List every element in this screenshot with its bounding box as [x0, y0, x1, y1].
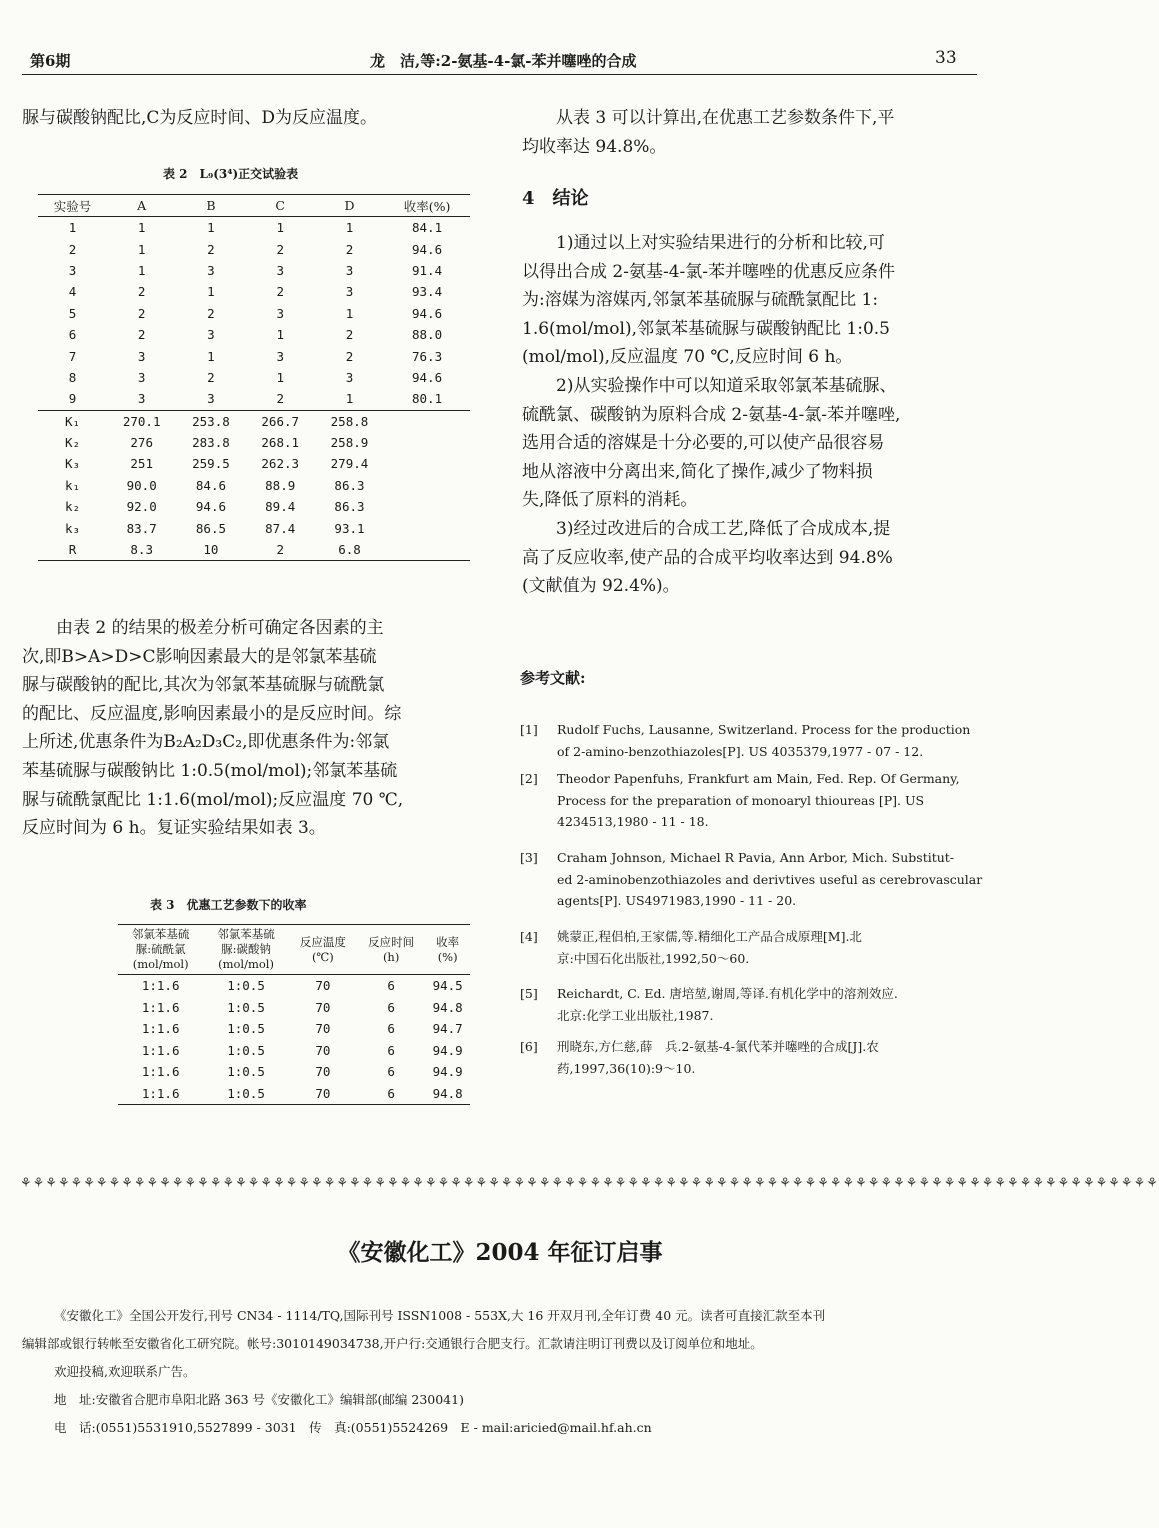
table2-cell: 87.4: [265, 520, 296, 536]
table3-cell: 70: [315, 999, 331, 1015]
table2-stat-row: [38, 517, 470, 538]
table2-cell: 6.8: [338, 542, 361, 558]
table2-stat-row: [38, 432, 470, 453]
table3-header-line: 收率: [436, 934, 460, 949]
notice-address: 地 址:安徽省合肥市阜阳北路 363 号《安徽化工》编辑部(邮编 230041): [54, 1392, 464, 1407]
table3-header-line: 邻氯苯基硫: [131, 927, 190, 941]
table3-header-cell: [118, 925, 203, 975]
table3-cell: 1:1.6: [141, 1021, 180, 1037]
notice-line3: 欢迎投稿,欢迎联系广告。: [54, 1364, 196, 1379]
table2-cell: 76.3: [412, 348, 443, 364]
table2-cell: 1: [137, 241, 146, 257]
table3-cell: 94.9: [432, 1064, 463, 1080]
conclusions: [522, 229, 900, 601]
table2-cell: 259.5: [192, 456, 230, 472]
table2-cell: 2: [207, 305, 215, 321]
table2-cell: 94.6: [412, 305, 443, 321]
table2-cell: [384, 453, 470, 474]
table2-cell: 3: [345, 262, 354, 278]
conclusion-line: 1.6(mol/mol),邻氯苯基硫脲与碳酸钠配比 1:0.5: [522, 318, 890, 339]
table2-cell: k₁: [64, 477, 81, 493]
table2-cell: 6: [68, 327, 77, 343]
left-top-line: 脲与碳酸钠配比,C为反应时间、D为反应温度。: [22, 108, 378, 128]
left-paragraph: [22, 614, 477, 843]
table3-cell: 6: [387, 1085, 395, 1101]
table3-header-line: 脲:硫酰氯: [135, 942, 186, 956]
reference-line: Theodor Papenfuhs, Frankfurt am Main, Fed. Rep. Of Germany,: [557, 771, 960, 786]
reference-number: [5]: [520, 986, 538, 1001]
table2-cell: K₃: [64, 456, 81, 472]
conclusion-line: 高了反应收率,使产品的合成平均收率达到 94.8%: [522, 547, 893, 568]
table3-header-line: 脲:碳酸钠: [221, 942, 271, 956]
table3-cell: 1:0.5: [227, 1064, 265, 1080]
reference-line: Process for the preparation of monoaryl thioureas [P]. US: [557, 792, 925, 808]
table2-cell: 88.0: [412, 327, 443, 343]
table2-cell: 268.1: [261, 435, 300, 451]
table2-cell: 84.6: [195, 477, 226, 493]
table3-cell: 1:1.6: [141, 1064, 180, 1080]
table2: [38, 194, 470, 561]
table2-cell: 1: [276, 220, 284, 236]
reference-number: [2]: [520, 771, 538, 786]
table2-cell: 2: [207, 369, 215, 385]
left-paragraph-line: 苯基硫脲与碳酸钠比 1:0.5(mol/mol);邻氯苯基硫: [22, 760, 398, 781]
notice-contact: 电 话:(0551)5531910,5527899 - 3031 传 真:(0551)5524269 E - mail:aricied@mail.hf.ah.cn: [54, 1420, 652, 1435]
notice-line1: 《安徽化工》全国公开发行,刊号 CN34 - 1114/TQ,国际刊号 ISSN1008 - 553X,大 16 开双月刊,全年订费 40 元。读者可直接汇款至本刊: [54, 1308, 826, 1323]
table2-cell: 86.5: [195, 520, 226, 536]
table3-cell: 1:0.5: [227, 1042, 265, 1058]
table2-cell: 3: [345, 369, 354, 385]
table3-caption: 表 3 优惠工艺参数下的收率: [150, 898, 307, 912]
table2-cell: 2: [137, 305, 146, 321]
reference-number: [1]: [520, 722, 538, 737]
conclusion-line: 为:溶媒为溶媒丙,邻氯苯基硫脲与硫酰氯配比 1:: [522, 290, 879, 311]
table3-cell: 94.8: [432, 999, 463, 1015]
table2-cell: 94.6: [412, 369, 443, 385]
table2-cell: 2: [137, 284, 146, 300]
table3-cell: 70: [315, 1021, 331, 1037]
left-paragraph-line: 上所述,优惠条件为B₂A₂D₃C₂,即优惠条件为:邻氯: [22, 732, 390, 753]
section4-title: 4 结论: [522, 188, 589, 209]
right-top-line: 从表 3 可以计算出,在优惠工艺参数条件下,平: [556, 108, 895, 128]
header-rule: [22, 74, 977, 75]
conclusion-line: (mol/mol),反应温度 70 ℃,反应时间 6 h。: [522, 347, 853, 368]
table2-cell: 270.1: [122, 413, 161, 429]
conclusion-line: (文献值为 92.4%)。: [522, 576, 680, 597]
table2-cell: K₁: [64, 413, 81, 429]
table2-cell: [384, 496, 470, 517]
running-title: 龙 洁,等:2-氨基-4-氯-苯并噻唑的合成: [370, 52, 637, 70]
table2-stat-row: [38, 410, 470, 432]
table3-cell: 6: [387, 1042, 395, 1058]
conclusion-line: 以得出合成 2-氨基-4-氯-苯并噻唑的优惠反应条件: [522, 261, 896, 282]
table2-cell: 1: [68, 220, 77, 236]
conclusion-line: 硫酰氯、碳酸钠为原料合成 2-氨基-4-氯-苯并噻唑,: [522, 404, 901, 425]
reference-line: 北京:化学工业出版社,1987.: [557, 1007, 714, 1023]
reference-line: Rudolf Fuchs, Lausanne, Switzerland. Process for the production: [557, 722, 971, 737]
table2-cell: 10: [203, 542, 219, 558]
table3-cell: 94.8: [432, 1085, 463, 1101]
reference-line: 姚蒙正,程侣柏,王家儒,等.精细化工产品合成原理[M].北: [557, 929, 862, 944]
table3-header-line: 反应时间: [368, 934, 415, 949]
table2-cell: 2: [207, 241, 215, 257]
table2-row: [38, 217, 470, 239]
conclusion-line: 2)从实验操作中可以知道采取邻氯苯基硫脲、: [556, 375, 897, 396]
references-title: 参考文献:: [520, 669, 586, 687]
table2-cell: 8: [68, 369, 77, 385]
table2-cell: 5: [68, 305, 77, 321]
reference-line: of 2-amino-benzothiazoles[P]. US 4035379,1977 - 07 - 12.: [557, 743, 924, 759]
table3-cell: 1:0.5: [227, 999, 265, 1015]
reference-line: Reichardt, C. Ed. 唐培堃,谢周,等译.有机化学中的溶剂效应.: [557, 986, 898, 1001]
table3-cell: 70: [315, 1042, 331, 1058]
table3-header-line: 反应温度: [299, 934, 346, 949]
table2-cell: 2: [345, 241, 354, 257]
table2-cell: 276: [130, 435, 153, 451]
table2-cell: 86.3: [334, 499, 365, 515]
conclusion-line: 1)通过以上对实验结果进行的分析和比较,可: [556, 233, 885, 253]
table2-caption: 表 2 L₉(3⁴)正交试验表: [163, 167, 299, 181]
table3-header-line: (h): [382, 949, 400, 964]
table2-cell: 266.7: [261, 413, 300, 429]
table2-row: [38, 303, 470, 324]
table2-cell: 7: [68, 348, 77, 364]
table2-cell: 90.0: [126, 477, 157, 493]
table2-cell: 283.8: [192, 435, 230, 451]
table2-cell: 3: [137, 369, 146, 385]
table2-cell: 91.4: [412, 262, 443, 278]
reference-body: [557, 983, 898, 1026]
table2-cell: 88.9: [265, 477, 296, 493]
table3-header-line: 邻氯苯基硫: [217, 927, 275, 941]
table3-cell: 1:0.5: [227, 1085, 265, 1101]
table2-cell: 262.3: [261, 456, 300, 472]
reference-number: [4]: [520, 929, 538, 944]
table2-cell: 1: [345, 220, 354, 236]
left-paragraph-line: 脲与硫酰氯配比 1:1.6(mol/mol);反应温度 70 ℃,: [22, 789, 404, 810]
table3-cell: 94.7: [432, 1021, 463, 1037]
table3-cell: 1:0.5: [227, 978, 265, 994]
left-paragraph-line: 反应时间为 6 h。复证实验结果如表 3。: [22, 818, 326, 839]
table2-cell: 3: [207, 262, 215, 278]
table2-row: [38, 238, 470, 259]
right-top-line: 均收率达 94.8%。: [522, 136, 667, 157]
table2-header-cell: 收率(%): [403, 198, 451, 214]
reference-number: [6]: [520, 1039, 538, 1054]
table3-cell: 70: [315, 1064, 331, 1080]
left-paragraph-line: 的配比、反应温度,影响因素最小的是反应时间。综: [22, 703, 402, 724]
table2-cell: [384, 432, 470, 453]
table2-cell: 1: [207, 284, 215, 300]
table3-header-cell: [203, 925, 288, 975]
table2-stat-row: [38, 475, 470, 496]
conclusion-line: 失,降低了原料的消耗。: [522, 490, 698, 511]
table2-cell: R: [68, 542, 77, 558]
table2-cell: 94.6: [195, 499, 226, 515]
table3-header-cell: [425, 925, 470, 975]
table3-row: [118, 1061, 470, 1083]
table2-cell: 3: [345, 284, 354, 300]
table3-cell: 1:0.5: [227, 1021, 265, 1037]
table3-cell: 70: [315, 1085, 331, 1101]
table2-cell: k₂: [64, 499, 81, 515]
table2-cell: 1: [207, 348, 215, 364]
table2-header-cell: C: [275, 198, 285, 213]
table3-cell: 6: [387, 978, 395, 994]
table2-cell: 9: [68, 391, 77, 407]
notice-title: 《安徽化工》2004 年征订启事: [337, 1239, 663, 1266]
table3-cell: 6: [387, 1064, 395, 1080]
table2-cell: 3: [68, 262, 77, 278]
table2-cell: K₂: [64, 435, 81, 451]
table2-stat-row: [38, 453, 470, 474]
table2-cell: 2: [276, 284, 284, 300]
table2-cell: 84.1: [412, 220, 443, 236]
table3-cell: 1:1.6: [141, 1085, 180, 1101]
issue-number: 第6期: [30, 52, 71, 70]
table2-row: [38, 324, 470, 345]
table3-row: [118, 975, 470, 997]
conclusion-line: 选用合适的溶媒是十分必要的,可以使产品很容易: [522, 433, 885, 454]
table2-cell: 1: [137, 220, 146, 236]
table2-row: [38, 345, 470, 366]
table3-cell: 94.9: [432, 1042, 463, 1058]
table2-stat-row: [38, 496, 470, 517]
reference-line: 药,1997,36(10):9～10.: [557, 1060, 696, 1076]
reference-line: 刑晓东,方仁慈,薛 兵.2-氨基-4-氯代苯并噻唑的合成[J].农: [557, 1039, 879, 1054]
table2-cell: 258.8: [330, 413, 369, 429]
table2-cell: 251: [130, 456, 153, 472]
reference-body: [557, 719, 970, 762]
left-paragraph-line: 次,即B>A>D>C影响因素最大的是邻氯苯基硫: [22, 646, 377, 667]
table2-row: [38, 388, 470, 410]
table2-cell: 89.4: [265, 499, 296, 515]
conclusion-line: 3)经过改进后的合成工艺,降低了合成成本,提: [556, 518, 891, 539]
table3-cell: 6: [387, 999, 395, 1015]
table2-cell: 258.9: [330, 435, 369, 451]
table2-cell: 2: [137, 327, 146, 343]
table2-cell: 94.6: [412, 241, 443, 257]
page-number: 33: [935, 48, 957, 68]
table3-row: [118, 997, 470, 1019]
table2-cell: 83.7: [126, 520, 157, 536]
table2-row: [38, 260, 470, 281]
table2-cell: 253.8: [192, 413, 230, 429]
table2-cell: 3: [207, 391, 215, 407]
table2-cell: 3: [276, 348, 284, 364]
table2-cell: 1: [207, 220, 215, 236]
table2-cell: 80.1: [412, 391, 443, 407]
table2-cell: 93.1: [334, 520, 365, 536]
table3-cell: 1:1.6: [141, 999, 180, 1015]
table2-cell: 1: [276, 369, 284, 385]
table2-cell: 92.0: [126, 499, 157, 515]
table2-cell: 1: [345, 391, 354, 407]
reference-line: agents[P]. US4971983,1990 - 11 - 20.: [557, 893, 797, 908]
table2-cell: 8.3: [130, 542, 153, 558]
reference-line: 4234513,1980 - 11 - 18.: [557, 814, 709, 829]
table2-row: [38, 281, 470, 302]
conclusion-line: 地从溶液中分离出来,简化了操作,减少了物料损: [522, 461, 873, 482]
table2-cell: 2: [68, 241, 77, 257]
table2-cell: [384, 539, 470, 561]
table2-cell: [384, 410, 470, 432]
table2-cell: 2: [276, 391, 284, 407]
reference-body: [557, 1036, 879, 1079]
table2-cell: 3: [137, 391, 146, 407]
table3-header-line: (mol/mol): [132, 957, 189, 971]
table2-cell: 3: [207, 327, 215, 343]
reference-line: ed 2-aminobenzothiazoles and derivtives useful as cerebrovascular: [557, 871, 983, 887]
table3-header-cell: [289, 925, 357, 975]
table2-cell: 1: [276, 327, 284, 343]
table3-header-line: (%): [437, 949, 458, 964]
table3-row: [118, 1018, 470, 1040]
table3-header-cell: [357, 925, 425, 975]
table2-cell: 2: [345, 348, 354, 364]
reference-number: [3]: [520, 850, 538, 865]
table3-row: [118, 1083, 470, 1105]
table2-cell: 3: [137, 348, 146, 364]
table2-cell: k₃: [64, 520, 81, 536]
reference-line: Craham Johnson, Michael R Pavia, Ann Arbor, Mich. Substitut-: [557, 850, 955, 865]
table2-cell: 279.4: [330, 456, 369, 472]
notice-line2: 编辑部或银行转帐至安徽省化工研究院。帐号:3010149034738,开户行:交通银行合肥支行。汇款请注明订刊费以及订阅单位和地址。: [22, 1336, 763, 1351]
table2-cell: 93.4: [412, 284, 443, 300]
table3-row: [118, 1040, 470, 1062]
table3-cell: 1:1.6: [141, 978, 180, 994]
table2-cell: 2: [345, 327, 354, 343]
right-top-paragraph: [522, 104, 894, 161]
table3-header-line: (mol/mol): [218, 957, 274, 971]
table3-cell: 1:1.6: [141, 1042, 180, 1058]
table2-header-cell: B: [206, 198, 216, 213]
table3: [118, 924, 470, 1105]
table2-header-cell: A: [137, 198, 147, 213]
table2-cell: 4: [68, 284, 77, 300]
table2-header-cell: 实验号: [53, 198, 92, 214]
table2-cell: 3: [276, 262, 284, 278]
table2-cell: 1: [137, 262, 146, 278]
table2-cell: 2: [276, 241, 284, 257]
table2-cell: 86.3: [334, 477, 365, 493]
left-paragraph-line: 脲与碳酸钠的配比,其次为邻氯苯基硫脲与硫酰氯: [22, 675, 385, 696]
reference-body: [557, 926, 862, 969]
table2-stat-row: [38, 539, 470, 561]
table2-cell: 1: [345, 305, 354, 321]
reference-body: [557, 847, 982, 912]
table3-cell: 6: [387, 1021, 395, 1037]
decorative-border: ⚘⚘⚘⚘⚘⚘⚘⚘⚘⚘⚘⚘⚘⚘⚘⚘⚘⚘⚘⚘⚘⚘⚘⚘⚘⚘⚘⚘⚘⚘⚘⚘⚘⚘⚘⚘⚘⚘⚘⚘⚘⚘⚘⚘⚘⚘⚘⚘⚘⚘⚘⚘⚘⚘⚘⚘⚘⚘⚘⚘⚘⚘⚘⚘⚘⚘⚘⚘⚘⚘⚘⚘⚘⚘⚘⚘⚘⚘⚘⚘⚘⚘⚘⚘⚘⚘⚘⚘⚘⚘: [20, 1176, 1159, 1191]
table3-cell: 94.5: [432, 978, 463, 994]
reference-line: 京:中国石化出版社,1992,50～60.: [557, 950, 750, 966]
reference-body: [557, 768, 960, 833]
table3-cell: 70: [315, 978, 331, 994]
table3-header-line: (℃): [311, 949, 334, 964]
table2-cell: [384, 475, 470, 496]
table2-cell: 2: [276, 542, 284, 558]
table2-cell: [384, 517, 470, 538]
left-paragraph-line: 由表 2 的结果的极差分析可确定各因素的主: [56, 618, 384, 638]
table2-row: [38, 367, 470, 388]
table2-cell: 3: [276, 305, 284, 321]
table2-header-cell: D: [344, 198, 355, 213]
